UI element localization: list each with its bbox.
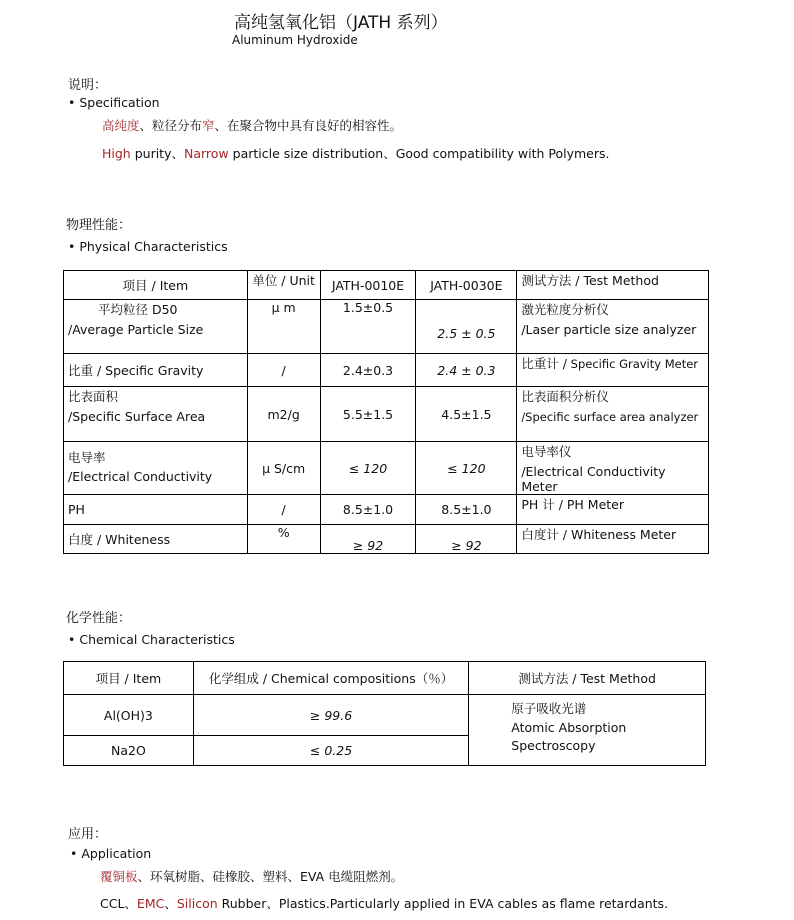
unit-cell: % bbox=[247, 525, 320, 554]
item-en: /Electrical Conductivity bbox=[68, 469, 213, 484]
chemical-header-row bbox=[64, 662, 706, 695]
application-cn-line bbox=[100, 867, 403, 885]
physical-item-cell bbox=[64, 300, 248, 354]
chemical-header-method: 测试方法 / Test Method bbox=[469, 662, 706, 695]
value-0030e: 2.5 ± 0.5 bbox=[416, 300, 517, 354]
value-0010e: ≤ 120 bbox=[320, 442, 416, 495]
method-en: Specific Gravity Meter bbox=[567, 357, 699, 371]
chemical-header-item: 项目 / Item bbox=[64, 662, 194, 695]
table-row bbox=[64, 525, 709, 554]
spec-en-red2: Narrow bbox=[183, 146, 229, 161]
table-row bbox=[64, 442, 709, 495]
item-cell bbox=[64, 387, 248, 442]
item-en: /Average Particle Size bbox=[68, 322, 204, 337]
value-0010e: 5.5±1.5 bbox=[320, 387, 416, 442]
app-en-pre: CCL、 bbox=[100, 896, 137, 911]
value-cell: ≤ 0.25 bbox=[193, 736, 468, 766]
method-cell bbox=[517, 442, 709, 495]
chemical-header-composition: 化学组成 / Chemical compositions（％） bbox=[193, 662, 468, 695]
spec-heading: 说明： bbox=[68, 78, 108, 93]
table-row bbox=[64, 300, 709, 354]
spec-cn-mid1: 、粒径分布 bbox=[139, 118, 203, 133]
app-cn-red1: 覆铜板 bbox=[100, 869, 138, 884]
spec-en-mid1: purity、 bbox=[130, 146, 184, 161]
physical-heading: 物理性能： bbox=[66, 218, 132, 233]
spec-bullet: • Specification bbox=[68, 95, 160, 110]
value-0030e: 2.4 ± 0.3 bbox=[416, 354, 517, 387]
item-cell: 比重 / Specific Gravity bbox=[64, 354, 248, 387]
method-en: /Laser particle size analyzer bbox=[521, 322, 697, 337]
value-cell: ≥ 99.6 bbox=[193, 695, 468, 736]
method-cell bbox=[517, 300, 709, 354]
value-0010e: 8.5±1.0 bbox=[320, 495, 416, 525]
unit-cell: / bbox=[247, 495, 320, 525]
method-line-en1: Atomic Absorption bbox=[511, 720, 627, 735]
spec-en-rest: particle size distribution、Good compatibility with Polymers. bbox=[228, 146, 610, 161]
item-cn: 平均粒径 D50 bbox=[98, 302, 178, 317]
method-cell: PH 计 / PH Meter bbox=[517, 495, 709, 525]
physical-table bbox=[63, 270, 709, 554]
method-cell bbox=[517, 354, 709, 387]
method-cn: 激光粒度分析仪 bbox=[521, 302, 609, 317]
app-en-rest: Rubber、Plastics.Particularly applied in EVA cables as flame retardants. bbox=[217, 896, 669, 911]
unit-cell: μ S/cm bbox=[247, 442, 320, 495]
table-row bbox=[64, 495, 709, 525]
spec-cn-red1: 高纯度 bbox=[102, 118, 140, 133]
table-row bbox=[64, 387, 709, 442]
chemical-bullet: • Chemical Characteristics bbox=[68, 632, 235, 647]
value-0010e: ≥ 92 bbox=[320, 525, 416, 554]
item-cell: Na2O bbox=[64, 736, 194, 766]
chemical-table bbox=[63, 661, 706, 766]
value-0030e: ≥ 92 bbox=[416, 525, 517, 554]
unit-cell: / bbox=[247, 354, 320, 387]
spec-cn-rest: 、在聚合物中具有良好的相容性。 bbox=[214, 118, 403, 133]
physical-header-unit: 单位 / Unit bbox=[247, 271, 320, 300]
value-0010e: 1.5±0.5 bbox=[320, 300, 416, 354]
application-heading: 应用： bbox=[68, 827, 108, 842]
app-en-mid: 、 bbox=[164, 896, 177, 911]
physical-header-jath0010e: JATH-0010E bbox=[320, 271, 416, 300]
method-line-cn: 原子吸收光谱 bbox=[511, 701, 587, 716]
app-cn-rest: 、环氧树脂、硅橡胶、塑料、EVA 电缆阻燃剂。 bbox=[137, 869, 404, 884]
chemical-method-cell bbox=[469, 695, 706, 766]
spec-cn-line bbox=[102, 116, 402, 134]
method-cn: 比表面积分析仪 bbox=[521, 389, 609, 404]
item-cn: 比表面积 bbox=[68, 389, 119, 404]
value-0030e: 4.5±1.5 bbox=[416, 387, 517, 442]
table-row bbox=[64, 695, 706, 736]
application-bullet: • Application bbox=[70, 846, 152, 861]
item-cn: 电导率 bbox=[68, 450, 106, 465]
table-row bbox=[64, 354, 709, 387]
method-en: /Electrical Conductivity Meter bbox=[521, 464, 666, 494]
item-cell: 白度 / Whiteness bbox=[64, 525, 248, 554]
physical-bullet: • Physical Characteristics bbox=[68, 239, 228, 254]
spec-en-red1: High bbox=[102, 146, 131, 161]
page-title: 高纯氢氧化铝（JATH 系列） bbox=[234, 13, 448, 33]
method-cn: 比重计 / bbox=[521, 356, 567, 371]
spec-en-line bbox=[102, 144, 609, 162]
application-en-line bbox=[100, 894, 668, 912]
item-cell: PH bbox=[64, 495, 248, 525]
physical-header-row bbox=[64, 271, 709, 300]
method-en: /Specific surface area analyzer bbox=[521, 410, 699, 424]
unit-cell: μ m bbox=[247, 300, 320, 354]
spec-cn-red2: 窄 bbox=[202, 118, 215, 133]
method-cell bbox=[517, 387, 709, 442]
method-line-en2: Spectroscopy bbox=[511, 738, 596, 753]
method-cn: 电导率仪 bbox=[521, 444, 572, 459]
physical-header-item: 项目 / Item bbox=[64, 271, 248, 300]
method-cell: 白度计 / Whiteness Meter bbox=[517, 525, 709, 554]
app-en-red1: EMC bbox=[136, 896, 165, 911]
unit-cell: m2/g bbox=[247, 387, 320, 442]
value-0030e: ≤ 120 bbox=[416, 442, 517, 495]
item-cell: Al(OH)3 bbox=[64, 695, 194, 736]
value-0030e: 8.5±1.0 bbox=[416, 495, 517, 525]
value-0010e: 2.4±0.3 bbox=[320, 354, 416, 387]
app-en-red2: Silicon bbox=[176, 896, 218, 911]
item-cell bbox=[64, 442, 248, 495]
page-subtitle: Aluminum Hydroxide bbox=[232, 33, 358, 47]
physical-header-method: 测试方法 / Test Method bbox=[517, 271, 709, 300]
chemical-heading: 化学性能： bbox=[66, 611, 132, 626]
physical-header-jath0030e: JATH-0030E bbox=[416, 271, 517, 300]
item-en: /Specific Surface Area bbox=[68, 409, 206, 424]
